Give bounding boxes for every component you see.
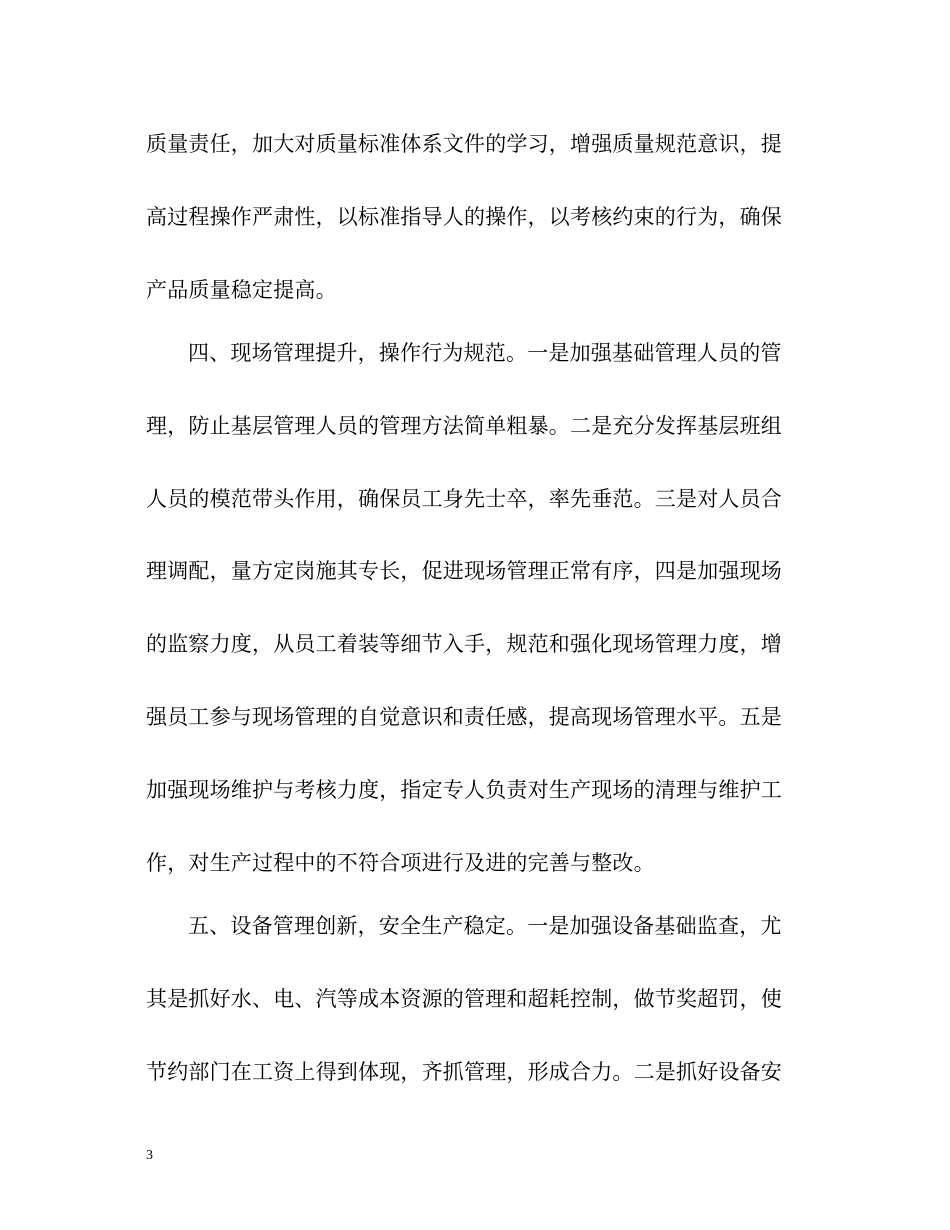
text-line: 加强现场维护与考核力度，指定专人负责对生产现场的清理与维护工 bbox=[146, 778, 782, 802]
text-line: 其是抓好水、电、汽等成本资源的管理和超耗控制，做节奖超罚，使 bbox=[146, 987, 782, 1011]
text-line: 质量责任，加大对质量标准体系文件的学习，增强质量规范意识，提 bbox=[146, 132, 782, 156]
text-line: 理调配，量方定岗施其专长，促进现场管理正常有序，四是加强现场 bbox=[146, 559, 782, 583]
paragraph-first-line: 五、设备管理创新，安全生产稳定。一是加强设备基础监查，尤 bbox=[188, 914, 782, 938]
paragraph-first-line: 四、现场管理提升，操作行为规范。一是加强基础管理人员的管 bbox=[188, 341, 782, 365]
text-line: 节约部门在工资上得到体现，齐抓管理，形成合力。二是抓好设备安 bbox=[146, 1060, 782, 1084]
text-line: 高过程操作严肃性，以标准指导人的操作，以考核约束的行为，确保 bbox=[146, 205, 782, 229]
text-line: 的监察力度，从员工着装等细节入手，规范和强化现场管理力度，增 bbox=[146, 632, 782, 656]
text-line: 理，防止基层管理人员的管理方法简单粗暴。二是充分发挥基层班组 bbox=[146, 414, 782, 438]
text-line: 产品质量稳定提高。 bbox=[146, 278, 337, 302]
page-number: 3 bbox=[146, 1148, 153, 1163]
text-line: 人员的模范带头作用，确保员工身先士卒，率先垂范。三是对人员合 bbox=[146, 487, 782, 511]
text-line: 作，对生产过程中的不符合项进行及进的完善与整改。 bbox=[146, 851, 655, 875]
text-line: 强员工参与现场管理的自觉意识和责任感，提高现场管理水平。五是 bbox=[146, 705, 782, 729]
